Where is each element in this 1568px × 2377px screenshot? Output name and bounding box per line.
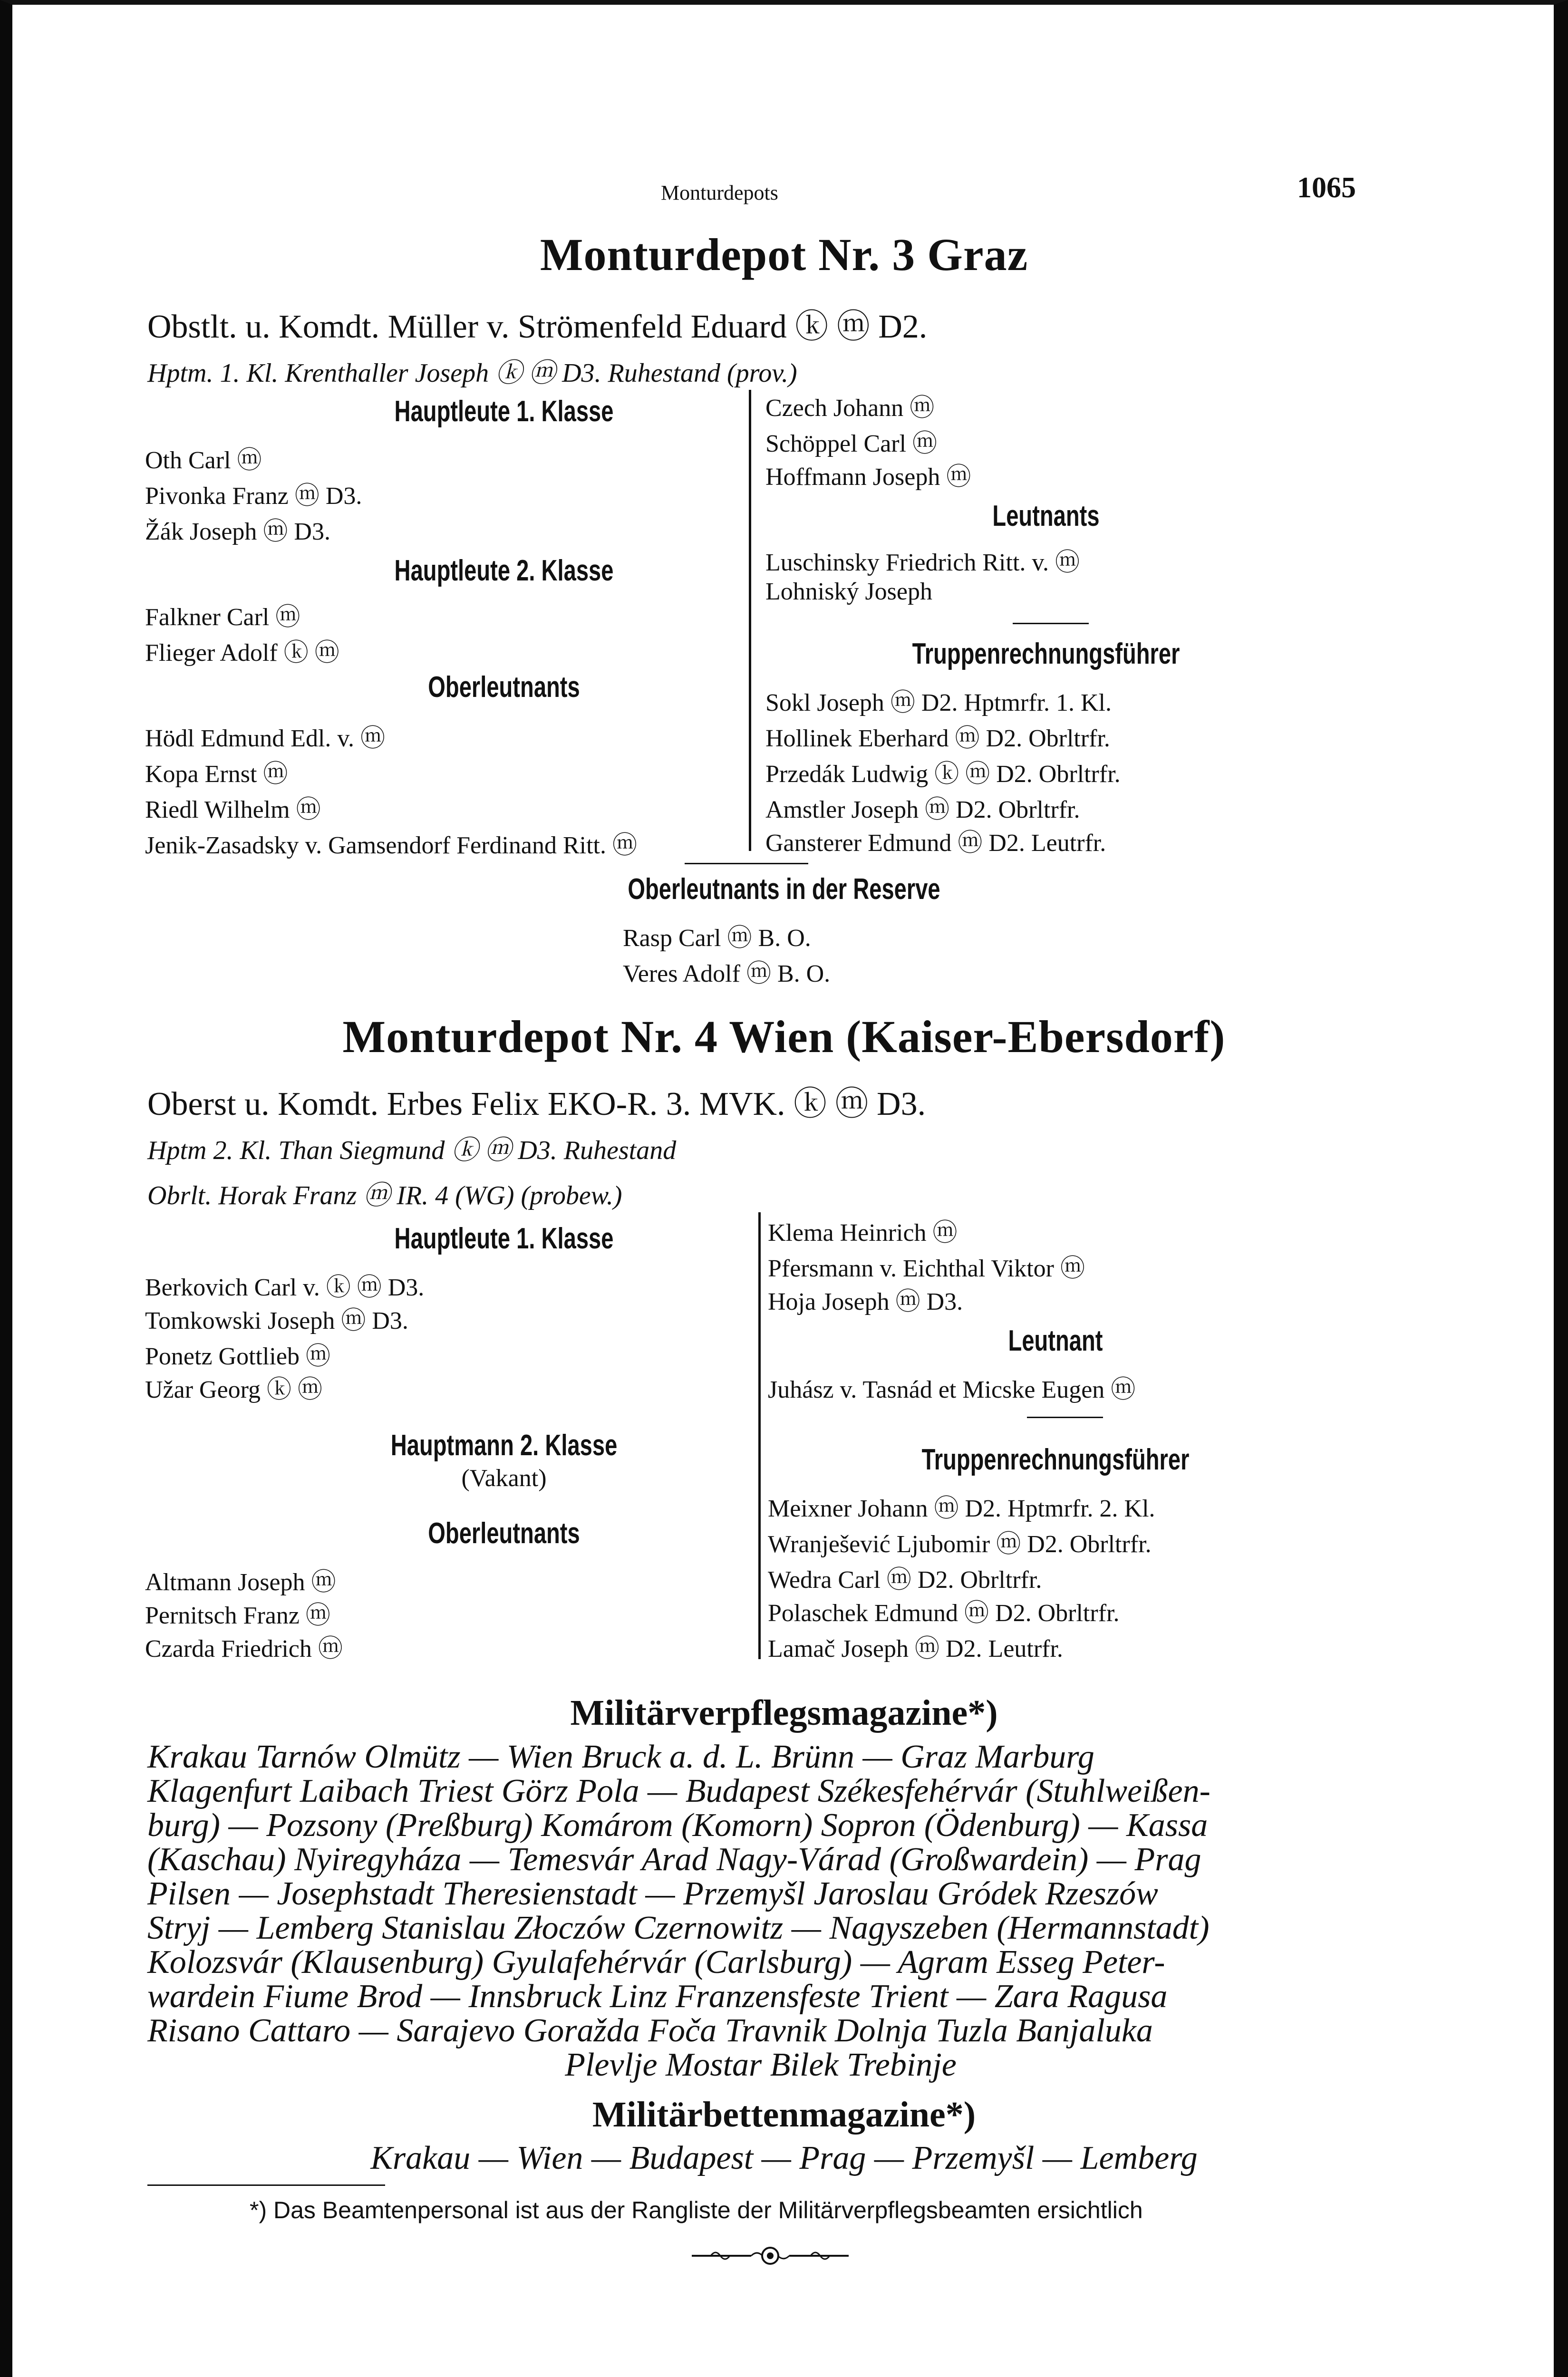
depot4-entry: Hoja Joseph ⓜ D3. [768, 1288, 963, 1315]
depot4-commander: Oberst u. Komdt. Erbes Felix EKO-R. 3. MVK. ⓚ ⓜ D3. [147, 1086, 926, 1122]
footnote: *) Das Beamtenpersonal ist aus der Rangliste der Militärverpflegsbeamten ersichtlich [250, 2197, 1143, 2223]
depot3-entry: Luschinsky Friedrich Ritt. v. ⓜ [765, 549, 1080, 576]
footnote-rule [147, 2184, 385, 2186]
depot3-entry: Lohniský Joseph [765, 578, 932, 605]
depot4-vakant: (Vakant) [461, 1465, 547, 1492]
depot4-column-divider [758, 1212, 761, 1659]
depot3-reserve-entry: Veres Adolf ⓜ B. O. [623, 960, 831, 987]
depot3-entry: Pivonka Franz ⓜ D3. [145, 483, 362, 510]
depot3-heading-hauptleute2: Hauptleute 2. Klasse [394, 554, 614, 587]
depot4-heading-truppen: Truppenrechnungsführer [921, 1443, 1190, 1476]
depot4-entry: Wedra Carl ⓜ D2. Obrltrfr. [768, 1566, 1042, 1594]
depot3-entry: Kopa Ernst ⓜ [145, 761, 288, 788]
depot4-entry: Ponetz Gottlieb ⓜ [145, 1343, 330, 1370]
depot3-heading-reserve: Oberleutnants in der Reserve [628, 873, 940, 906]
verpflegs-line: Klagenfurt Laibach Triest Görz Pola — Budapest Székesfehérvár (Stuhlweißen- [147, 1773, 1210, 1809]
section-rule [1013, 623, 1089, 624]
depot3-entry: Przedák Ludwig ⓚ ⓜ D2. Obrltrfr. [765, 761, 1121, 788]
depot3-column-divider [749, 390, 751, 851]
depot4-heading-hauptmann2: Hauptmann 2. Klasse [390, 1429, 618, 1462]
verpflegs-line: Plevlje Mostar Bilek Trebinje [565, 2047, 957, 2083]
depot4-entry: Tomkowski Joseph ⓜ D3. [145, 1307, 408, 1334]
depot3-entry: Hoffmann Joseph ⓜ [765, 464, 971, 491]
depot4-obrlt: Obrlt. Horak Franz ⓜ IR. 4 (WG) (probew.) [147, 1181, 622, 1210]
depot4-hptm2: Hptm 2. Kl. Than Siegmund ⓚ ⓜ D3. Ruhestand [147, 1136, 677, 1165]
verpflegs-line: Risano Cattaro — Sarajevo Goražda Foča Travnik Dolnja Tuzla Banjaluka [147, 2012, 1153, 2049]
depot4-entry: Lamač Joseph ⓜ D2. Leutrfr. [768, 1635, 1063, 1662]
depot4-entry: Wranješević Ljubomir ⓜ D2. Obrltrfr. [768, 1531, 1152, 1558]
betten-title: Militärbettenmagazine*) [592, 2095, 976, 2135]
depot3-reserve-entry: Rasp Carl ⓜ B. O. [623, 925, 811, 952]
depot4-entry: Polaschek Edmund ⓜ D2. Obrltrfr. [768, 1600, 1120, 1627]
depot3-entry: Žák Joseph ⓜ D3. [145, 518, 330, 545]
depot4-entry: Meixner Johann ⓜ D2. Hptmrfr. 2. Kl. [768, 1495, 1155, 1522]
ornament-icon [692, 2246, 849, 2265]
running-title: Monturdepots [661, 181, 778, 204]
depot3-entry: Hollinek Eberhard ⓜ D2. Obrltrfr. [765, 725, 1110, 752]
depot3-heading-oberleutnants: Oberleutnants [428, 671, 580, 704]
depot3-entry: Schöppel Carl ⓜ [765, 430, 938, 457]
depot4-entry: Pfersmann v. Eichthal Viktor ⓜ [768, 1255, 1085, 1282]
page-number: 1065 [1297, 172, 1356, 204]
verpflegs-line: wardein Fiume Brod — Innsbruck Linz Franzensfeste Trient — Zara Ragusa [147, 1978, 1168, 2015]
depot3-commander: Obstlt. u. Komdt. Müller v. Strömenfeld Eduard ⓚ ⓜ D2. [147, 309, 928, 345]
depot4-title: Monturdepot Nr. 4 Wien (Kaiser-Ebersdorf) [342, 1011, 1226, 1062]
depot3-hptm1: Hptm. 1. Kl. Krenthaller Joseph ⓚ ⓜ D3. Ruhestand (prov.) [147, 358, 797, 388]
depot4-heading-leutnant: Leutnant [1008, 1324, 1103, 1357]
verpflegs-locations [147, 1740, 1374, 2082]
verpflegs-line: Pilsen — Josephstadt Theresienstadt — Przemyšl Jaroslau Gródek Rzeszów [147, 1875, 1158, 1912]
depot3-entry: Hödl Edmund Edl. v. ⓜ [145, 725, 386, 752]
depot3-entry: Gansterer Edmund ⓜ D2. Leutrfr. [765, 830, 1106, 857]
section-rule [1027, 1417, 1103, 1418]
depot3-entry: Czech Johann ⓜ [765, 395, 935, 422]
depot3-entry: Flieger Adolf ⓚ ⓜ [145, 639, 339, 667]
verpflegs-line: Stryj — Lemberg Stanislau Złoczów Czernowitz — Nagyszeben (Hermannstadt) [147, 1910, 1210, 1946]
depot4-heading-hauptleute1: Hauptleute 1. Klasse [394, 1222, 614, 1255]
depot3-heading-truppen: Truppenrechnungsführer [912, 638, 1180, 670]
depot3-entry: Sokl Joseph ⓜ D2. Hptmrfr. 1. Kl. [765, 689, 1112, 716]
depot4-entry: Czarda Friedrich ⓜ [145, 1635, 343, 1662]
depot4-entry: Juhász v. Tasnád et Micske Eugen ⓜ [768, 1376, 1136, 1403]
depot3-entry: Amstler Joseph ⓜ D2. Obrltrfr. [765, 796, 1080, 823]
depot4-heading-oberleutnants: Oberleutnants [428, 1517, 580, 1550]
depot4-entry: Berkovich Carl v. ⓚ ⓜ D3. [145, 1274, 425, 1301]
depot3-entry: Jenik-Zasadsky v. Gamsendorf Ferdinand Ritt. ⓜ [145, 832, 637, 859]
betten-locations: Krakau — Wien — Budapest — Prag — Przemyšl — Lemberg [370, 2140, 1198, 2176]
verpflegs-line: (Kaschau) Nyiregyháza — Temesvár Arad Nagy-Várad (Großwardein) — Prag [147, 1841, 1201, 1878]
verpflegs-title: Militärverpflegsmagazine*) [570, 1693, 998, 1733]
depot4-entry: Altmann Joseph ⓜ [145, 1569, 336, 1596]
depot3-title: Monturdepot Nr. 3 Graz [540, 229, 1028, 280]
depot3-heading-hauptleute1: Hauptleute 1. Klasse [394, 395, 614, 428]
verpflegs-line: Krakau Tarnów Olmütz — Wien Bruck a. d. L. Brünn — Graz Marburg [147, 1739, 1094, 1775]
verpflegs-line: Kolozsvár (Klausenburg) Gyulafehérvár (Carlsburg) — Agram Esseg Peter- [147, 1944, 1165, 1981]
depot3-entry: Falkner Carl ⓜ [145, 604, 300, 631]
depot3-heading-leutnants: Leutnants [992, 500, 1100, 532]
depot4-entry: Užar Georg ⓚ ⓜ [145, 1376, 323, 1403]
verpflegs-line: burg) — Pozsony (Preßburg) Komárom (Komorn) Sopron (Ödenburg) — Kassa [147, 1807, 1208, 1844]
section-rule [685, 863, 808, 864]
depot3-entry: Oth Carl ⓜ [145, 447, 262, 474]
depot4-entry: Klema Heinrich ⓜ [768, 1219, 958, 1246]
depot3-entry: Riedl Wilhelm ⓜ [145, 796, 321, 823]
depot4-entry: Pernitsch Franz ⓜ [145, 1602, 330, 1629]
